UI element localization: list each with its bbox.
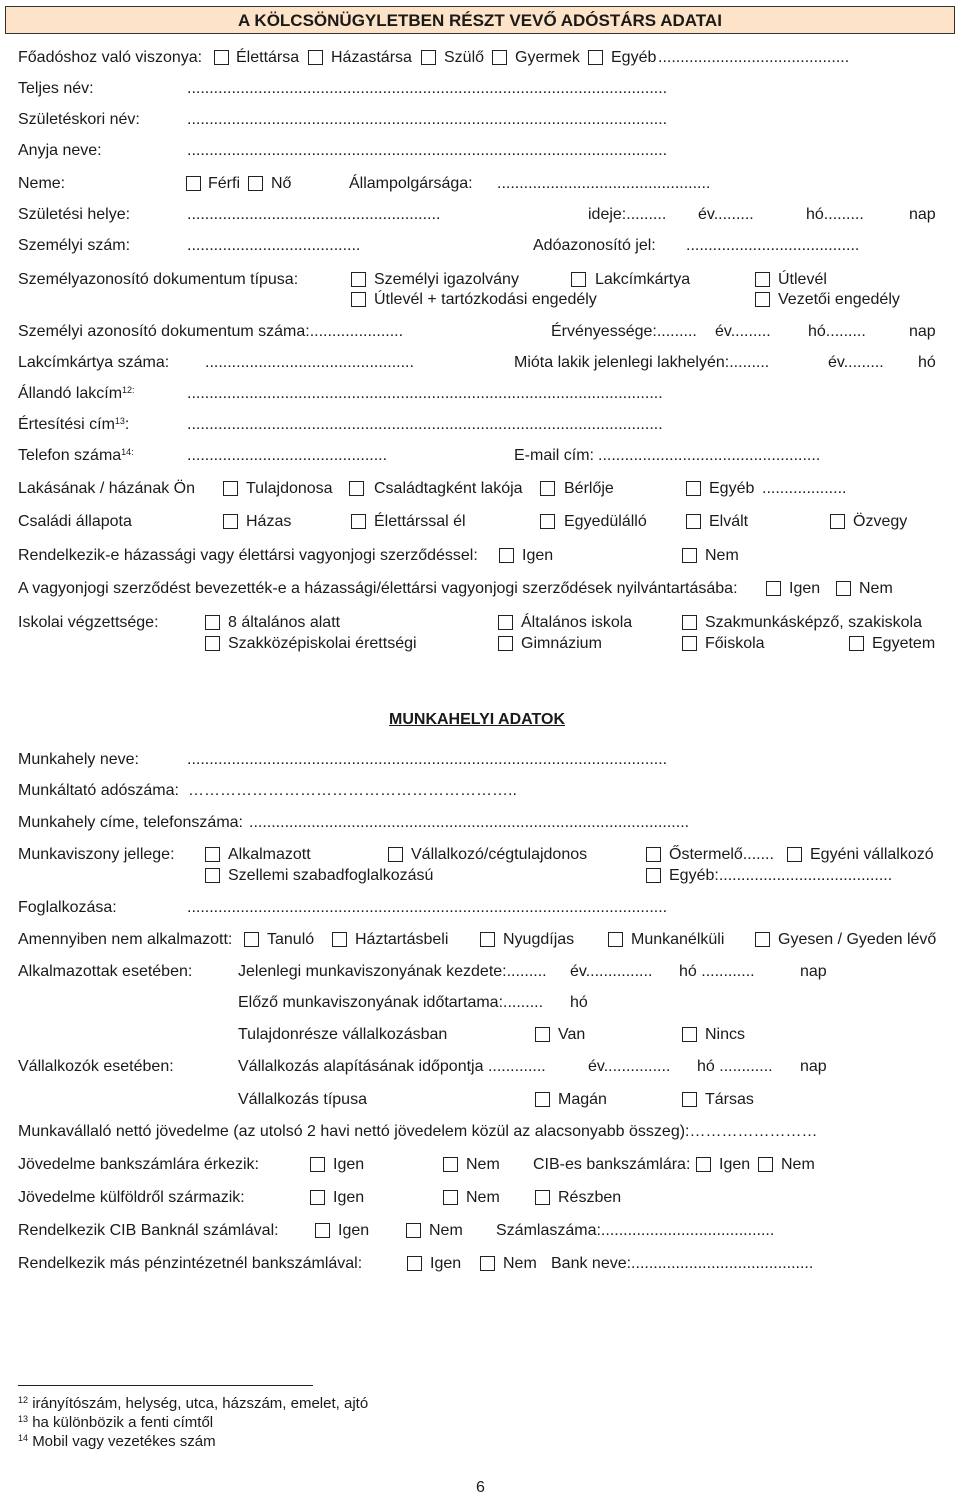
pensioner-label: Nyugdíjas	[503, 931, 575, 948]
checkbox-sole-trader[interactable]	[787, 847, 802, 862]
entrepreneur-case-label: Vállalkozók esetében:	[18, 1058, 174, 1075]
section-header	[5, 6, 955, 34]
checkbox-spouse-partner[interactable]	[214, 50, 229, 65]
occupation-label: Foglalkozása:	[18, 899, 117, 916]
checkbox-bank-yes[interactable]	[310, 1157, 325, 1172]
checkbox-divorced[interactable]	[686, 514, 701, 529]
previous-job-duration[interactable]: Előző munkaviszonyának időtartama:.........	[238, 994, 544, 1011]
birth-year[interactable]: év.........	[698, 206, 754, 223]
checkbox-address-card[interactable]	[571, 272, 586, 287]
checkbox-edu-college[interactable]	[682, 636, 697, 651]
checkbox-edu-grammar[interactable]	[498, 636, 513, 651]
registry-yes-label: Igen	[789, 580, 821, 597]
birth-name-field[interactable]: ............................................................................................................	[187, 111, 668, 128]
phone-label: Telefon száma$^{14:}$	[18, 447, 134, 464]
permanent-address-field[interactable]: ...........................................................................................................	[187, 385, 663, 402]
checkbox-home-other[interactable]	[686, 481, 701, 496]
edu-secondary-label: Szakközépiskolai érettségi	[228, 635, 417, 652]
private-enterprise-label: Magán	[558, 1091, 607, 1108]
home-status-label: Lakásának / házának Ön	[18, 480, 196, 497]
validity-label[interactable]: Érvényessége:.........	[551, 323, 697, 340]
home-other-field[interactable]: ...................	[762, 480, 847, 497]
checkbox-driving-licence[interactable]	[755, 292, 770, 307]
homemaker-label: Háztartásbeli	[355, 931, 449, 948]
home-other-label: Egyéb	[709, 480, 755, 497]
full-name-field[interactable]: ............................................................................................................	[187, 80, 668, 97]
checkbox-farmer[interactable]	[646, 847, 661, 862]
checkbox-private-enterprise[interactable]	[535, 1092, 550, 1107]
checkbox-edu-secondary[interactable]	[205, 636, 220, 651]
birth-month[interactable]: hó.........	[806, 206, 864, 223]
contract-no-label: Nem	[705, 547, 739, 564]
checkbox-other-bank-yes[interactable]	[407, 1256, 422, 1271]
checkbox-other[interactable]	[588, 50, 603, 65]
family-resident-label: Családtagként lakója	[374, 480, 523, 497]
checkbox-other-bank-no[interactable]	[480, 1256, 495, 1271]
edu-primary-label: Általános iskola	[521, 614, 633, 631]
page-number: 6	[476, 1479, 485, 1496]
bank-yes-label: Igen	[333, 1156, 365, 1173]
sole-trader-label: Egyéni vállalkozó	[810, 846, 934, 863]
female-label: Nő	[271, 175, 292, 192]
checkbox-contract-no[interactable]	[682, 548, 697, 563]
checkbox-homemaker[interactable]	[332, 932, 347, 947]
marital-status-label: Családi állapota	[18, 513, 132, 530]
employer-tax-label: Munkáltató adószáma:	[18, 782, 179, 799]
edu-vocational-label: Szakmunkásképző, szakiskola	[705, 614, 922, 631]
tenant-label: Bérlője	[564, 480, 614, 497]
workplace-name-field[interactable]: ............................................................................................................	[187, 751, 668, 768]
current-job-day-label: nap	[800, 963, 827, 980]
opt-partner: Élettársa	[236, 49, 300, 66]
birth-place-label: Születési helye:	[18, 206, 131, 223]
occupation-field[interactable]: ............................................................................................................	[187, 899, 668, 916]
property-contract-question: Rendelkezik-e házassági vagy élettársi vagyonjogi szerződéssel:	[18, 547, 478, 564]
checkbox-freelancer[interactable]	[205, 868, 220, 883]
footnote-14: $^{14}$ Mobil vagy vezetékes szám	[18, 1433, 216, 1450]
checkbox-employee[interactable]	[205, 847, 220, 862]
residence-since-label[interactable]: Mióta lakik jelenlegi lakhelyén:.........	[514, 354, 770, 371]
edu-university-label: Egyetem	[872, 635, 936, 652]
checkbox-bank-no[interactable]	[443, 1157, 458, 1172]
widowed-label: Özvegy	[853, 513, 908, 530]
income-to-bank-label: Jövedelme bankszámlára érkezik:	[18, 1156, 259, 1173]
passport-label: Útlevél	[778, 271, 827, 288]
passport-residence-label: Útlevél + tartózkodási engedély	[374, 291, 597, 308]
checkbox-ownership-no[interactable]	[682, 1027, 697, 1042]
citizenship-field[interactable]: ................................................	[497, 175, 711, 192]
edu-grammar-label: Gimnázium	[521, 635, 602, 652]
edu-below-8-label: 8 általános alatt	[228, 614, 341, 631]
single-label: Egyedülálló	[564, 513, 647, 530]
cib-yes-label: Igen	[338, 1222, 370, 1239]
validity-year[interactable]: év.........	[715, 323, 771, 340]
full-name-label: Teljes név:	[18, 80, 94, 97]
checkbox-owner[interactable]	[223, 481, 238, 496]
student-label: Tanuló	[267, 931, 315, 948]
doc-type-label: Személyazonosító dokumentum típusa:	[18, 271, 299, 288]
checkbox-registry-no[interactable]	[836, 581, 851, 596]
footnote-13: $^{13}$ ha különbözik a fenti címtől	[18, 1414, 214, 1431]
ownership-label: Tulajdonrésze vállalkozásban	[238, 1026, 448, 1043]
opt-spouse: Házastársa	[331, 49, 412, 66]
bank-no-label: Nem	[466, 1156, 500, 1173]
previous-job-month-label: hó	[570, 994, 588, 1011]
email-field[interactable]: ..................................................	[598, 447, 821, 464]
bank-name-field[interactable]: Bank neve:.........................................	[551, 1255, 814, 1272]
checkbox-abroad-partly[interactable]	[535, 1190, 550, 1205]
owner-label: Tulajdonosa	[246, 480, 333, 497]
permanent-address-label: Állandó lakcím$^{12:}$	[18, 385, 135, 402]
checkbox-pensioner[interactable]	[480, 932, 495, 947]
enterprise-type-label: Vállalkozás típusa	[238, 1091, 367, 1108]
other-bank-yes-label: Igen	[430, 1255, 462, 1272]
entrepreneur-label: Vállalkozó/cégtulajdonos	[411, 846, 588, 863]
enterprise-day-label: nap	[800, 1058, 827, 1075]
registry-no-label: Nem	[859, 580, 893, 597]
checkbox-cib-yes[interactable]	[315, 1223, 330, 1238]
checkbox-registry-yes[interactable]	[766, 581, 781, 596]
birth-date-label: ideje:.........	[588, 206, 667, 223]
checkbox-cib-no[interactable]	[406, 1223, 421, 1238]
ownership-no-label: Nincs	[705, 1026, 746, 1043]
divorced-label: Elvált	[709, 513, 749, 530]
checkbox-ownership-yes[interactable]	[535, 1027, 550, 1042]
footnote-divider	[18, 1385, 313, 1386]
checkbox-married[interactable]	[223, 514, 238, 529]
married-label: Házas	[246, 513, 292, 530]
birth-name-label: Születéskori név:	[18, 111, 140, 128]
phone-field[interactable]: .............................................	[187, 447, 388, 464]
opt-other: Egyéb	[611, 49, 657, 66]
checkbox-abroad-no[interactable]	[443, 1190, 458, 1205]
partnership-label: Társas	[705, 1091, 754, 1108]
employment-type-label: Munkaviszony jellege:	[18, 846, 175, 863]
workplace-address-field[interactable]: ...................................................................................................	[249, 814, 690, 831]
contract-registry-question: A vagyonjogi szerződést bevezették-e a házassági/élettársi vagyonjogi szerződések nyilvántartásába:	[18, 580, 738, 597]
checkbox-single[interactable]	[540, 514, 555, 529]
residence-since-month-label: hó	[918, 354, 936, 371]
other-bank-no-label: Nem	[503, 1255, 537, 1272]
account-number-field[interactable]: Számlaszáma:.......................................	[496, 1222, 775, 1239]
email-label: E-mail cím:	[514, 447, 594, 464]
other-bank-label: Rendelkezik más pénzintézetnél bankszámlával:	[18, 1255, 363, 1272]
workplace-section-title: MUNKAHELYI ADATOK	[389, 711, 566, 728]
checkbox-family-resident[interactable]	[349, 481, 364, 496]
checkbox-id-card[interactable]	[351, 272, 366, 287]
abroad-partly-label: Részben	[558, 1189, 622, 1206]
education-label: Iskolai végzettsége:	[18, 614, 159, 631]
mother-name-field[interactable]: ............................................................................................................	[187, 142, 668, 159]
checkbox-cohabiting[interactable]	[351, 514, 366, 529]
section-title: A KÖLCSÖNÜGYLETBEN RÉSZT VEVŐ ADÓSTÁRS ADATAI	[238, 11, 722, 30]
employer-tax-field[interactable]: ……………………………………………………..	[188, 782, 517, 799]
enterprise-month[interactable]: hó ............	[697, 1058, 773, 1075]
checkbox-cib-acc-no[interactable]	[758, 1157, 773, 1172]
address-card-number-label: Lakcímkártya száma:	[18, 354, 170, 371]
workplace-address-label: Munkahely címe, telefonszáma:	[18, 814, 243, 831]
birth-place-field[interactable]: .........................................................	[187, 206, 441, 223]
checkbox-cib-acc-yes[interactable]	[696, 1157, 711, 1172]
cib-acc-no-label: Nem	[781, 1156, 815, 1173]
checkbox-widowed[interactable]	[830, 514, 845, 529]
income-abroad-label: Jövedelme külföldről származik:	[18, 1189, 245, 1206]
checkbox-edu-university[interactable]	[849, 636, 864, 651]
male-label: Férfi	[208, 175, 240, 192]
checkbox-passport[interactable]	[755, 272, 770, 287]
current-job-start[interactable]: Jelenlegi munkaviszonyának kezdete:.........	[238, 963, 547, 980]
opt-child: Gyermek	[515, 49, 580, 66]
current-job-month[interactable]: hó ............	[679, 963, 755, 980]
edu-college-label: Főiskola	[705, 635, 765, 652]
gender-label: Neme:	[18, 175, 66, 192]
residence-since-year[interactable]: év.........	[828, 354, 884, 371]
workplace-name-label: Munkahely neve:	[18, 751, 139, 768]
non-employee-label: Amennyiben nem alkalmazott:	[18, 931, 233, 948]
abroad-no-label: Nem	[466, 1189, 500, 1206]
net-income-field[interactable]: Munkavállaló nettó jövedelme (az utolsó 2 havi nettó jövedelem közül az alacsonyabb összeg):……………………	[18, 1123, 818, 1140]
tax-id-field[interactable]: .......................................	[686, 237, 860, 254]
checkbox-child[interactable]	[492, 50, 507, 65]
personal-id-label: Személyi szám:	[18, 237, 131, 254]
contract-yes-label: Igen	[522, 547, 554, 564]
childcare-leave-label: Gyesen / Gyeden lévő	[778, 931, 937, 948]
doc-number-label[interactable]: Személyi azonosító dokumentum száma:.....................	[18, 323, 404, 340]
enterprise-year[interactable]: év...............	[588, 1058, 671, 1075]
checkbox-tenant[interactable]	[540, 481, 555, 496]
relationship-other-field[interactable]: ...........................................	[658, 49, 850, 66]
employee-label: Alkalmazott	[228, 846, 311, 863]
notify-address-label: Értesítési cím$^{13}$:	[18, 416, 130, 433]
cib-acc-yes-label: Igen	[719, 1156, 751, 1173]
current-job-year[interactable]: év...............	[570, 963, 653, 980]
relationship-label: Főadóshoz való viszonya:	[18, 49, 203, 66]
id-card-label: Személyi igazolvány	[374, 271, 519, 288]
employment-other-field[interactable]: Egyéb:.......................................	[669, 867, 893, 884]
employee-case-label: Alkalmazottak esetében:	[18, 963, 193, 980]
freelancer-label: Szellemi szabadfoglalkozású	[228, 867, 434, 884]
checkbox-parent[interactable]	[421, 50, 436, 65]
driving-licence-label: Vezetői engedély	[778, 291, 900, 308]
checkbox-partnership[interactable]	[682, 1092, 697, 1107]
footnote-12: $^{12}$ irányítószám, helység, utca, házszám, emelet, ajtó	[18, 1395, 369, 1412]
farmer-label: Őstermelő.......	[669, 846, 774, 863]
checkbox-spouse[interactable]	[308, 50, 323, 65]
enterprise-founding-date[interactable]: Vállalkozás alapításának időpontja .............	[238, 1058, 546, 1075]
checkbox-edu-primary[interactable]	[498, 615, 513, 630]
personal-id-field[interactable]: .......................................	[187, 237, 361, 254]
address-card-number-field[interactable]: ...............................................	[205, 354, 414, 371]
address-card-label: Lakcímkártya	[595, 271, 691, 288]
checkbox-student[interactable]	[244, 932, 259, 947]
checkbox-male[interactable]	[186, 176, 201, 191]
tax-id-label: Adóazonosító jel:	[533, 237, 656, 254]
checkbox-female[interactable]	[248, 176, 263, 191]
cohabiting-label: Élettárssal él	[374, 513, 466, 530]
checkbox-edu-below-8[interactable]	[205, 615, 220, 630]
unemployed-label: Munkanélküli	[631, 931, 725, 948]
mother-name-label: Anyja neve:	[18, 142, 102, 159]
notify-address-field[interactable]: ...........................................................................................................	[187, 416, 663, 433]
validity-month[interactable]: hó.........	[808, 323, 866, 340]
cib-no-label: Nem	[429, 1222, 463, 1239]
cib-has-account-label: Rendelkezik CIB Banknál számlával:	[18, 1222, 279, 1239]
checkbox-contract-yes[interactable]	[499, 548, 514, 563]
checkbox-edu-vocational[interactable]	[682, 615, 697, 630]
validity-day-label: nap	[909, 323, 936, 340]
checkbox-employment-other[interactable]	[646, 868, 661, 883]
ownership-yes-label: Van	[558, 1026, 586, 1043]
citizenship-label: Állampolgársága:	[349, 175, 473, 192]
checkbox-abroad-yes[interactable]	[310, 1190, 325, 1205]
abroad-yes-label: Igen	[333, 1189, 365, 1206]
birth-day-label: nap	[909, 206, 936, 223]
checkbox-unemployed[interactable]	[608, 932, 623, 947]
checkbox-childcare-leave[interactable]	[755, 932, 770, 947]
opt-parent: Szülő	[444, 49, 485, 66]
checkbox-passport-residence[interactable]	[351, 292, 366, 307]
checkbox-entrepreneur[interactable]	[388, 847, 403, 862]
cib-account-label: CIB-es bankszámlára:	[533, 1156, 691, 1173]
